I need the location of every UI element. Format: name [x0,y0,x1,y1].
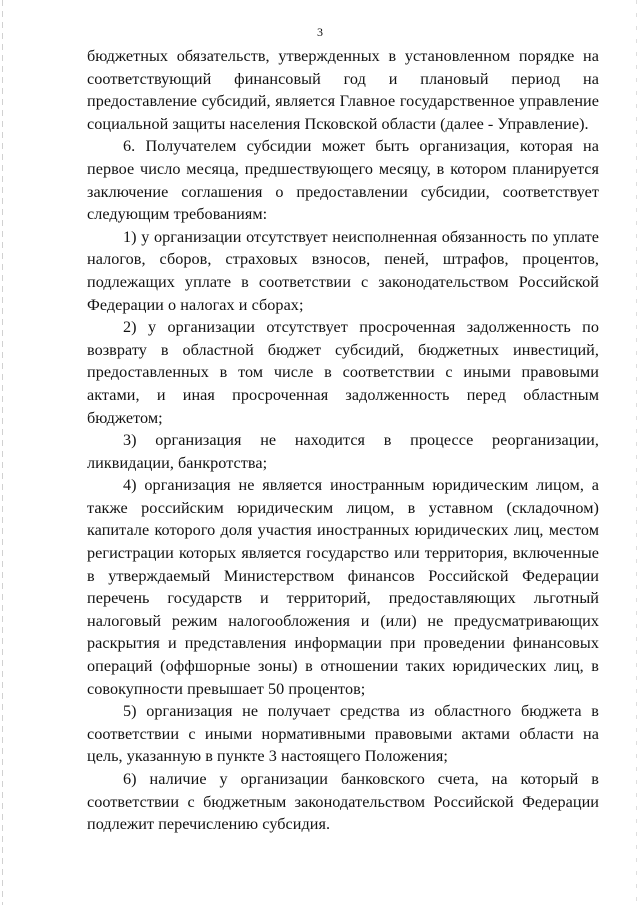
scan-edge-left [2,0,3,905]
paragraph-requirement-1: 1) у организации отсутствует неисполненная обязанность по уплате налогов, сборов, страховых взносов, пеней, штрафов, процентов, подлежащих уплате в соответствии с законодательством Российской Федерации о налогах и сборах; [87,227,599,314]
paragraph-clause-6: 6. Получателем субсидии может быть организация, которая на первое число месяца, предшествующего месяцу, в котором планируется заключение соглашения о предоставлении субсидии, соответствует следующим требованиям: [87,137,599,224]
paragraph-requirement-4: 4) организация не является иностранным юридическим лицом, а также российским юридическим лицом, в уставном (складочном) капитале которого доля участия иностранных юридических лиц, местом регистрации которых является государство или территория, включенные в утверждаемый Министерством финансов Российской Федерации перечень государств и территорий, предоставляющих льготный налоговый режим налогообложения и (или) не предусматривающих раскрытия и представления информации при проведении финансовых операций (оффшорные зоны) в отношении таких юридических лиц, в совокупности превышает 50 процентов; [87,476,599,698]
paragraph-requirement-2: 2) у организации отсутствует просроченная задолженность по возврату в областной бюджет субсидий, бюджетных инвестиций, предоставленных в том числе в соответствии с иными правовыми актами, и иная просроченная задолженность перед областным бюджетом; [87,318,599,427]
paragraph-requirement-3: 3) организация не находится в процессе реорганизации, ликвидации, банкротства; [87,431,599,472]
scan-edge-right [636,0,637,905]
paragraph-continuation: бюджетных обязательств, утвержденных в установленном порядке на соответствующий финансовый год и плановый период на предоставление субсидий, является Главное государственное управление социальной защиты населения Псковской области (далее - Управление). [87,47,599,133]
document-body [87,45,599,836]
paragraph-requirement-5: 5) организация не получает средства из областного бюджета в соответствии с иными нормативными правовыми актами области на цель, указанную в пункте 3 настоящего Положения; [87,702,599,766]
page-number: 3 [317,25,323,39]
paragraph-requirement-6: 6) наличие у организации банковского счета, на который в соответствии с бюджетным законодательством Российской Федерации подлежит перечислению субсидия. [87,770,599,834]
